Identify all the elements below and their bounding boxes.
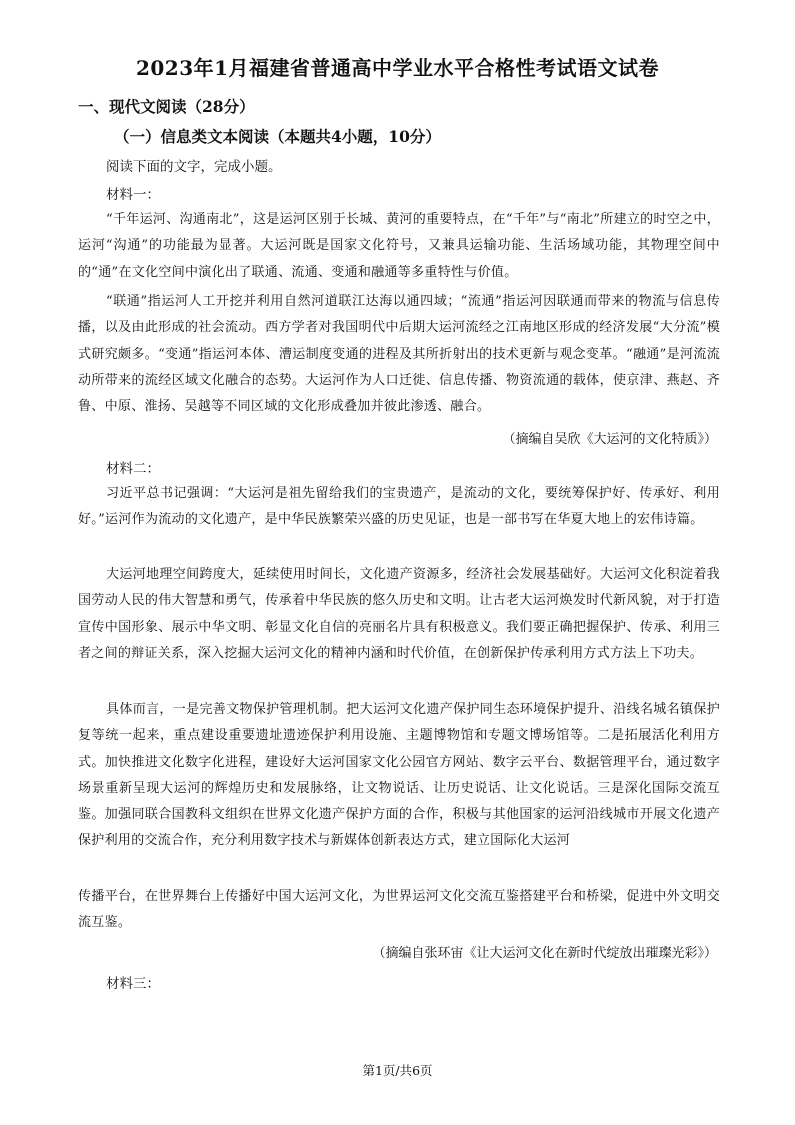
material-2-paragraph-2: 大运河地理空间跨度大，延续使用时间长，文化遗产资源多，经济社会发展基础好。大运河文化积淀着我国劳动人民的伟大智慧和勇气，传承着中华民族的悠久历史和文明。让古老大运河焕发时代新风貌，对于打造宣传中国形象、展示中华文明、彰显文化自信的亮丽名片具有积极意义。我们要正确把握保护、传承、利用三者之间的辩证关系，深入挖掘大运河文化的精神内涵和时代价值，在创新保护传承利用方式方法上下功夫。 <box>78 567 720 661</box>
material-2-source: （摘编自张环宙《让大运河文化在新时代绽放出璀璨光彩》） <box>372 946 717 961</box>
material-1-label: 材料一： <box>106 187 160 203</box>
material-2-paragraph-4: 传播平台，在世界舞台上传播好中国大运河文化，为世界运河文化交流互鉴搭建平台和桥梁，促进中外文明交流互鉴。 <box>78 889 720 931</box>
material-2-label: 材料二： <box>106 461 160 477</box>
page-title: 2023年1月福建省普通高中学业水平合格性考试语文试卷 <box>135 56 660 80</box>
material-2-paragraph-3: 具体而言，一是完善文物保护管理机制。把大运河文化遗产保护同生态环境保护提升、沿线名城名镇保护复等统一起来，重点建设重要遗址遗迹保护利用设施、主题博物馆和专题文博场馆等。二是拓展活化利用方式。加快推进文化数字化进程，建设好大运河国家文化公园官方网站、数字云平台、数据管理平台，通过数字场景重新呈现大运河的辉煌历史和发展脉络，让文物说话、让历史说话、让文化说话。三是深化国际交流互鉴。加强同联合国教科文组织在世界文化遗产保护方面的合作，积极与其他国家的运河沿线城市开展文化遗产保护利用的交流合作，充分利用数字技术与新媒体创新表达方式，建立国际化大运河 <box>78 702 720 849</box>
material-1-source: （摘编自吴欣《大运河的文化特质》） <box>502 432 717 447</box>
material-2-paragraph-1: 习近平总书记强调：“大运河是祖先留给我们的宝贵遗产，是流动的文化，要统筹保护好、传承好、利用好。”运河作为流动的文化遗产，是中华民族繁荣兴盛的历史见证，也是一部书写在华夏大地上的宏伟诗篇。 <box>78 486 720 528</box>
instruction-text: 阅读下面的文字，完成小题。 <box>106 159 282 175</box>
page-footer: 第1页/共6页 <box>362 1063 433 1078</box>
material-3-label: 材料三： <box>106 976 160 992</box>
material-1-paragraph-2: “联通”指运河人工开挖并利用自然河道联江达海以通四域；“流通”指运河因联通而带来的物流与信息传播，以及由此形成的社会流动。西方学者对我国明代中后期大运河流经之江南地区形成的经济发展“大分流”模式研究颇多。“变通”指运河本体、漕运制度变通的进程及其所折射出的技术更新与观念变革。“融通”是河流流动所带来的流经区域文化融合的态势。大运河作为人口迁徙、信息传播、物资流通的载体，使京津、燕赵、齐鲁、中原、淮扬、吴越等不同区域的文化形成叠加并彼此渗透、融合。 <box>78 294 720 415</box>
subsection-heading: （一）信息类文本阅读（本题共4小题，10分） <box>114 127 441 146</box>
section-heading: 一、现代文阅读（28分） <box>78 97 255 116</box>
material-1-paragraph-1: “千年运河、沟通南北”，这是运河区别于长城、黄河的重要特点，在“千年”与“南北”所建立的时空之中，运河“沟通”的功能最为显著。大运河既是国家文化符号，又兼具运输功能、生活场域功能，其物理空间中的“通”在文化空间中演化出了联通、流通、变通和融通等多重特性与价值。 <box>78 212 720 280</box>
